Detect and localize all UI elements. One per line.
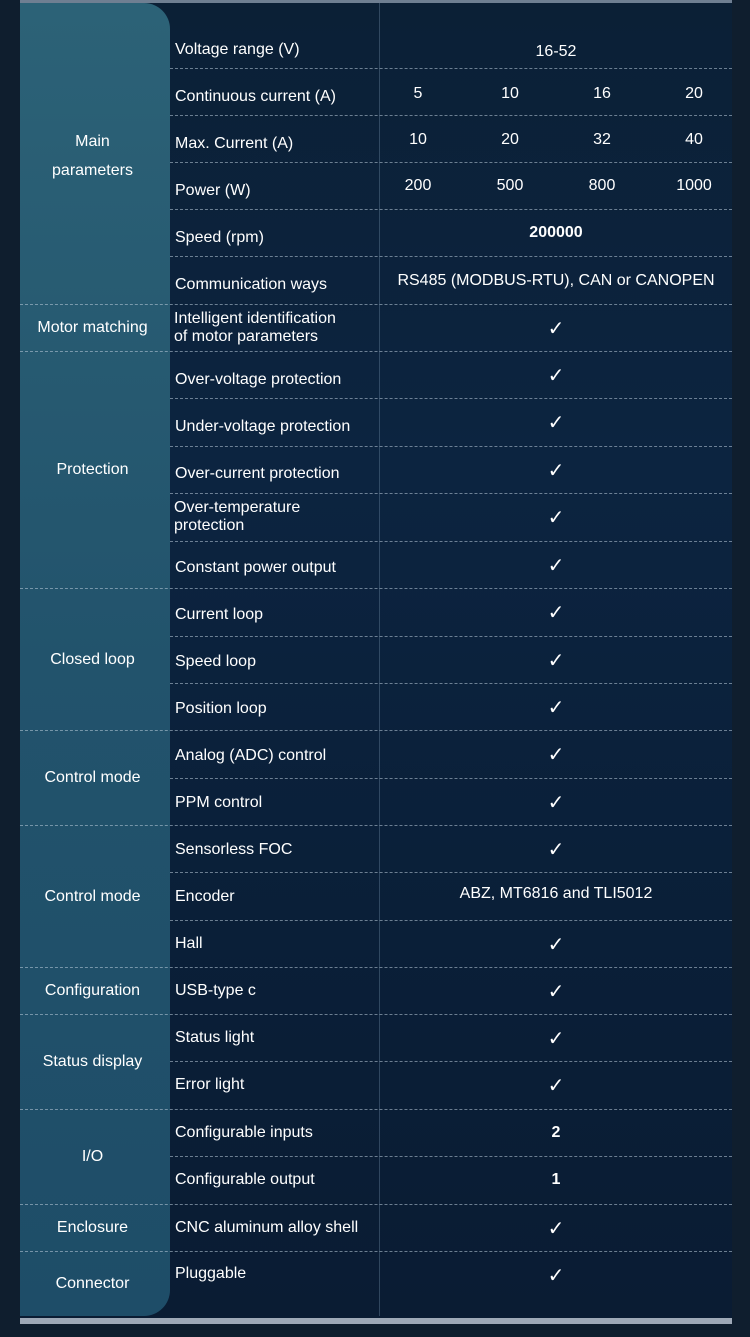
value-cell: 10 [501,84,519,102]
check-icon: ✓ [547,410,565,434]
label-ppm-control: PPM control [175,793,263,811]
label-pluggable: Pluggable [175,1264,247,1282]
label-encoder: Encoder [175,887,235,905]
label-communication: Communication ways [175,275,328,293]
check-icon: ✓ [547,1073,565,1097]
category-status-display: Status display [42,1053,143,1070]
check-icon: ✓ [547,836,565,861]
label-over-voltage: Over-voltage protection [175,370,342,388]
label-over-temperature: Over-temperature protection [174,499,301,534]
check-icon: ✓ [547,647,565,672]
values-power [372,162,740,209]
label-cnc-shell: CNC aluminum alloy shell [175,1218,359,1236]
value-voltage-range: 16-52 [535,42,577,60]
category-io: I/O [81,1148,104,1165]
value-cell: 16 [593,84,611,102]
label-adc-control: Analog (ADC) control [175,746,327,764]
label-power: Power (W) [175,181,251,199]
value-speed: 200000 [529,223,583,241]
label-continuous-current: Continuous current (A) [175,87,336,105]
check-icon: ✓ [547,362,565,387]
label-speed: Speed (rpm) [175,228,264,246]
label-usb-type-c: USB-type c [175,981,256,999]
label-configurable-output: Configurable output [175,1170,315,1188]
label-status-light: Status light [175,1028,255,1046]
label-error-light: Error light [175,1075,245,1093]
check-icon: ✓ [547,1025,565,1050]
value-encoder: ABZ, MT6816 and TLI5012 [459,884,653,902]
check-icon: ✓ [547,789,565,814]
category-motor-matching: Motor matching [37,319,148,336]
check-icon: ✓ [547,505,565,529]
label-hall: Hall [175,934,203,952]
value-cell: 20 [685,84,703,102]
label-position-loop: Position loop [175,699,267,717]
value-communication: RS485 (MODBUS-RTU), CAN or CANOPEN [397,271,715,289]
label-over-current: Over-current protection [175,464,340,482]
value-cell: 40 [685,130,703,148]
value-configurable-output: 1 [551,1171,561,1188]
check-icon: ✓ [547,1262,565,1287]
category-control-mode: Control mode [44,769,141,786]
check-icon: ✓ [547,1215,565,1240]
value-cell: 200 [404,176,432,194]
label-motor-identification: Intelligent identification of motor parameters [174,309,336,345]
value-cell: 1000 [676,176,712,194]
label-sensorless-foc: Sensorless FOC [175,840,293,858]
check-icon: ✓ [547,742,565,766]
bottom-border [20,1318,732,1324]
category-control-mode-2: Control mode [44,887,141,905]
category-connector: Connector [55,1275,130,1292]
value-cell: 10 [409,130,427,148]
value-cell: 500 [496,176,524,194]
category-configuration: Configuration [44,982,141,999]
label-voltage-range: Voltage range (V) [175,40,300,58]
label-configurable-inputs: Configurable inputs [175,1123,313,1141]
label-under-voltage: Under-voltage protection [175,417,351,435]
category-protection: Protection [56,461,129,478]
check-icon: ✓ [547,978,565,1003]
check-icon: ✓ [547,600,565,624]
label-speed-loop: Speed loop [175,652,256,670]
check-icon: ✓ [547,931,565,956]
value-cell: 5 [413,84,423,102]
label-current-loop: Current loop [175,605,264,623]
check-icon: ✓ [547,552,565,577]
category-enclosure: Enclosure [56,1219,129,1236]
values-max-current [372,116,740,163]
value-configurable-inputs: 2 [551,1123,561,1141]
label-max-current: Max. Current (A) [175,134,294,152]
values-continuous-current [372,70,740,117]
check-icon: ✓ [547,457,565,482]
check-icon: ✓ [547,315,565,340]
value-cell: 800 [588,176,616,194]
value-cell: 32 [593,130,611,148]
value-cell: 20 [501,130,519,148]
label-constant-power: Constant power output [175,558,336,576]
category-main-parameters: Main parameters [52,133,133,179]
check-icon: ✓ [547,694,565,719]
category-closed-loop: Closed loop [50,650,135,668]
